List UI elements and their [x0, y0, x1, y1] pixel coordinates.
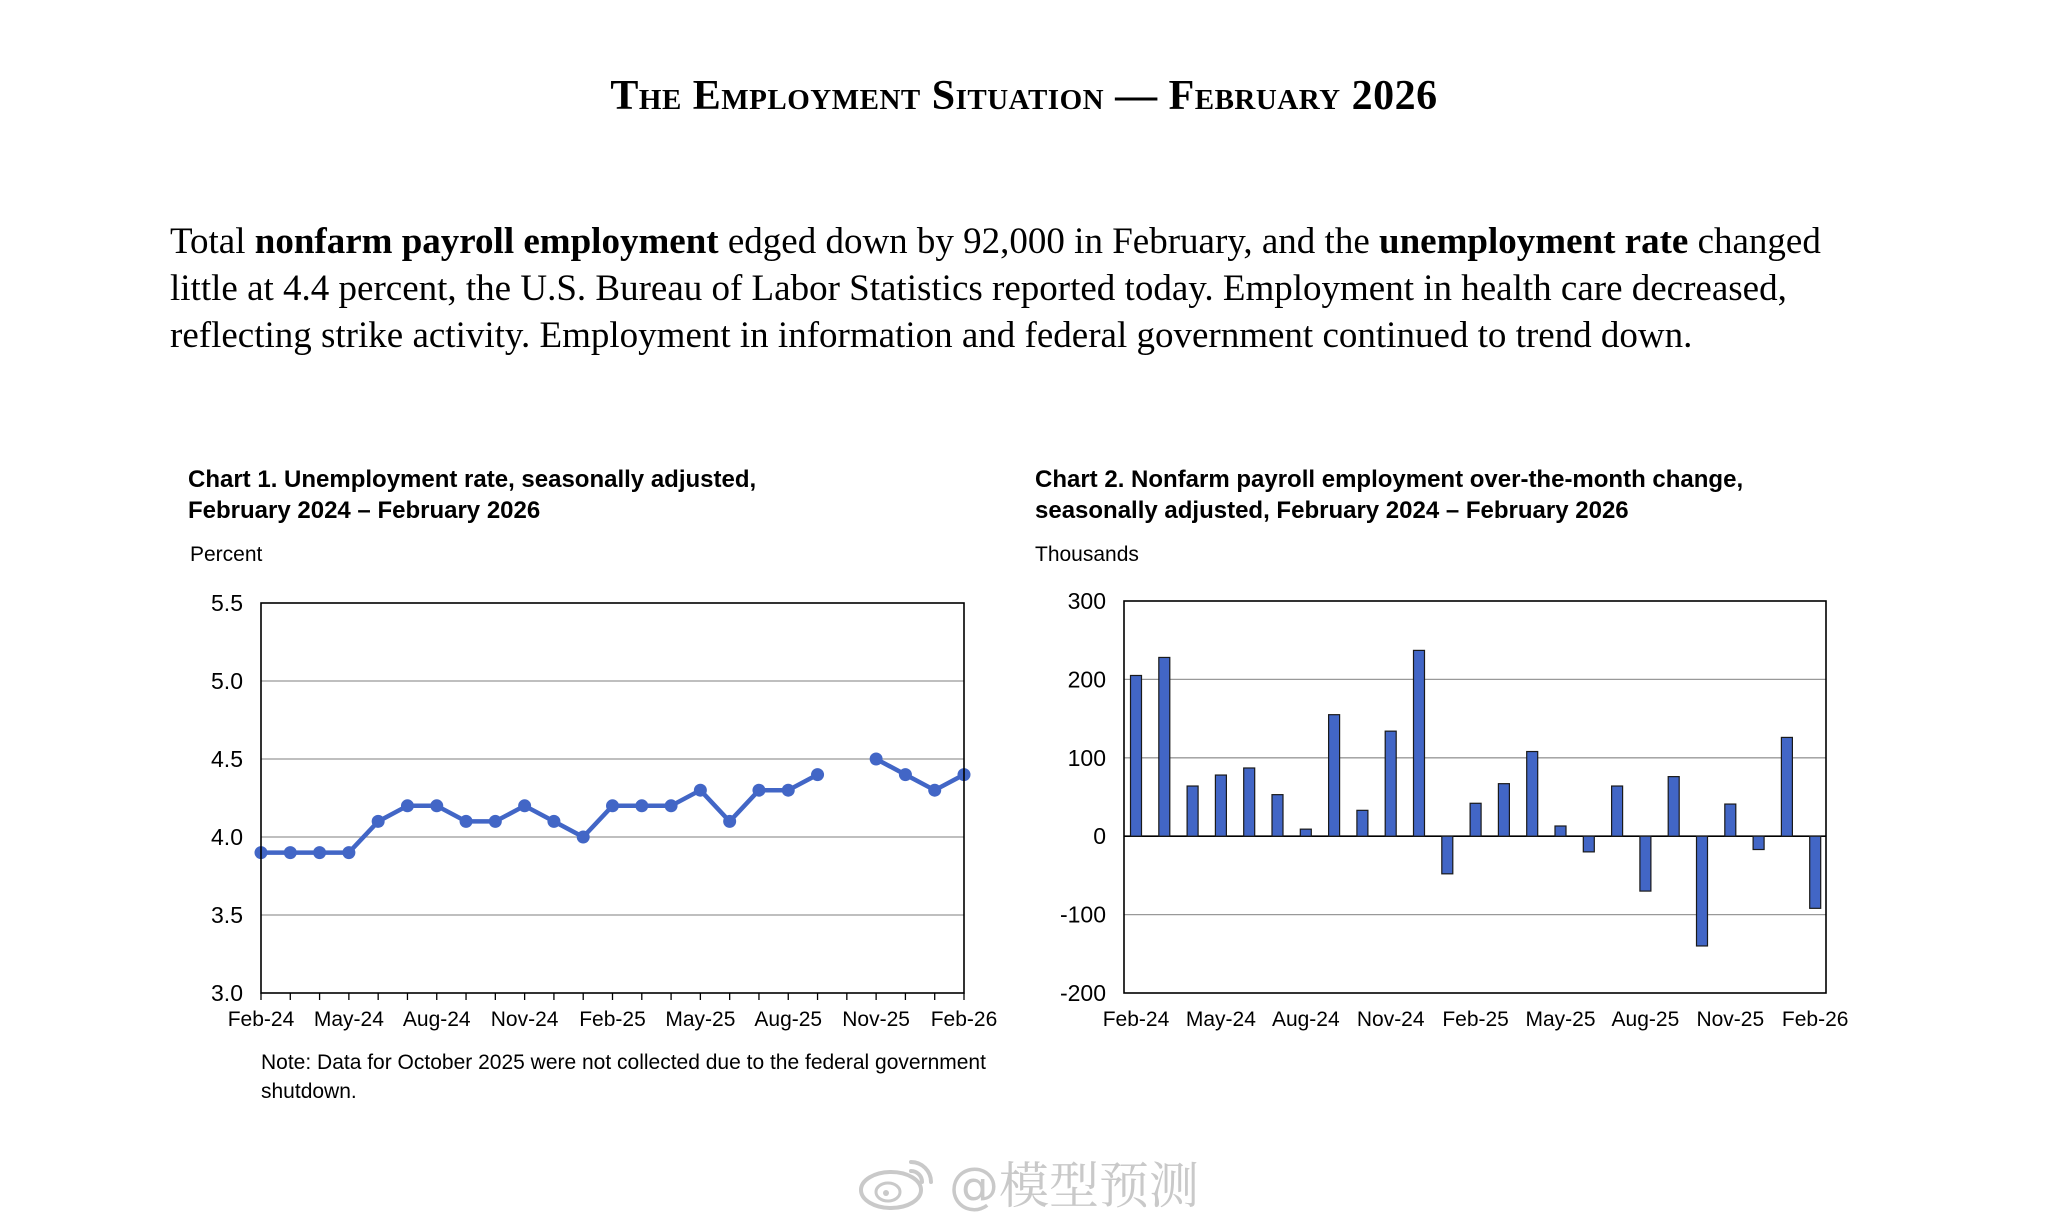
bar: [1810, 836, 1821, 908]
x-tick-label: May-24: [313, 1008, 384, 1031]
y-tick-label: 3.0: [211, 980, 243, 1006]
y-tick-label: 5.0: [211, 668, 243, 694]
x-tick-label: Feb-24: [227, 1008, 295, 1031]
x-tick-label: Aug-24: [1271, 1008, 1340, 1031]
y-tick-label: 4.5: [211, 746, 243, 772]
x-tick-label: Aug-25: [754, 1008, 823, 1031]
bar: [1668, 777, 1679, 837]
bar: [1159, 657, 1170, 836]
summary-bold-unemployment: unemployment rate: [1379, 221, 1689, 262]
y-tick-label: 0: [1093, 823, 1106, 850]
x-tick-label: Nov-25: [1696, 1008, 1765, 1031]
bar: [1357, 810, 1368, 836]
bar: [1781, 737, 1792, 836]
summary-bold-nonfarm: nonfarm payroll employment: [254, 221, 719, 262]
chart1-unit-label: Percent: [190, 543, 263, 566]
bar: [1244, 768, 1255, 836]
chart1-title-line1: Chart 1. Unemployment rate, seasonally adjusted,: [188, 466, 757, 493]
bar: [1272, 795, 1283, 837]
y-tick-label: 300: [1067, 588, 1106, 614]
bar: [1555, 826, 1566, 836]
bar: [1697, 836, 1708, 946]
y-tick-label: 5.5: [211, 590, 243, 616]
summary-text: Total: [170, 221, 255, 262]
chart1-title-line2: February 2024 – February 2026: [188, 497, 541, 524]
bar: [1187, 786, 1198, 836]
y-tick-label: -200: [1059, 980, 1106, 1006]
watermark: [855, 1150, 1215, 1214]
page-title: The Employment Situation — February 2026: [610, 73, 1438, 119]
x-tick-label: Nov-24: [1356, 1008, 1425, 1031]
x-tick-label: Feb-25: [579, 1008, 646, 1031]
bar: [1470, 803, 1481, 836]
bar: [1527, 752, 1538, 837]
y-tick-label: 3.5: [211, 902, 243, 928]
chart2-title-line2: seasonally adjusted, February 2024 – February 2026: [1035, 497, 1629, 524]
x-tick-label: Aug-24: [402, 1008, 471, 1031]
bar: [1385, 731, 1396, 836]
chart1-note: Note: Data for October 2025 were not collected due to the federal government shutdown.: [261, 1051, 986, 1103]
bar: [1753, 836, 1764, 849]
y-tick-label: 200: [1067, 666, 1106, 693]
bar: [1583, 836, 1594, 852]
watermark-text: @模型预测: [949, 1157, 1199, 1215]
x-tick-label: Aug-25: [1611, 1008, 1680, 1031]
bar: [1329, 715, 1340, 837]
bar: [1640, 836, 1651, 891]
y-tick-label: 100: [1067, 744, 1106, 771]
chart2-unit-label: Thousands: [1035, 543, 1139, 566]
y-tick-label: 4.0: [211, 824, 243, 850]
y-tick-label: -100: [1059, 901, 1106, 928]
bar: [1131, 675, 1142, 836]
x-tick-label: May-24: [1185, 1008, 1256, 1031]
plot-frame: [1124, 601, 1826, 993]
x-tick-label: Nov-25: [842, 1008, 910, 1031]
summary-text: changed little at 4.4 percent, the U.S. Bureau of Labor Statistics reported today. Employment in health care decreased, reflecting strike activity. Employment in information and federal government continued to trend down.: [170, 221, 1821, 356]
bar: [1300, 829, 1311, 836]
x-tick-label: Feb-26: [930, 1008, 998, 1031]
bar: [1725, 804, 1736, 836]
x-tick-label: Nov-24: [490, 1008, 559, 1031]
x-tick-label: Feb-26: [1781, 1008, 1849, 1031]
bar: [1498, 784, 1509, 837]
bar: [1442, 836, 1453, 874]
x-tick-label: May-25: [665, 1008, 736, 1031]
bar: [1215, 775, 1226, 836]
summary-text: edged down by 92,000 in February, and the: [718, 221, 1379, 262]
x-tick-label: Feb-25: [1442, 1008, 1509, 1031]
bar: [1414, 650, 1425, 836]
bar: [1612, 786, 1623, 836]
x-tick-label: May-25: [1525, 1008, 1596, 1031]
chart2-title-line1: Chart 2. Nonfarm payroll employment over-the-month change,: [1035, 466, 1744, 493]
x-tick-label: Feb-24: [1102, 1008, 1170, 1031]
weibo-logo-icon: [855, 1152, 939, 1212]
